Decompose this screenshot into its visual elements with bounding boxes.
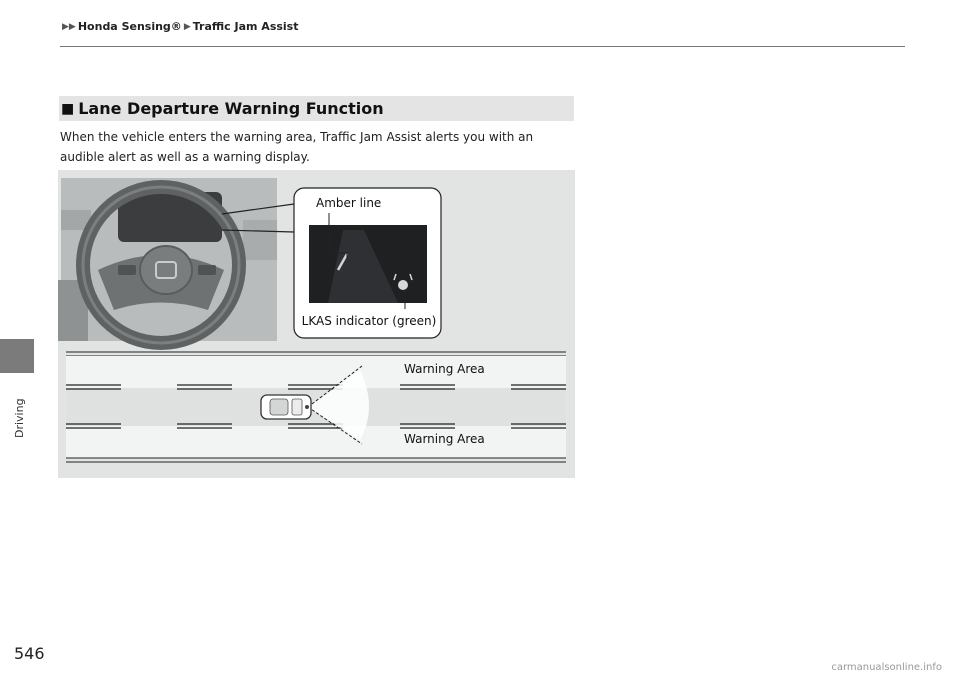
breadcrumb-item-honda-sensing[interactable]: Honda Sensing® (77, 20, 182, 33)
header-divider (60, 46, 905, 47)
car-icon (261, 395, 311, 419)
section-title: Lane Departure Warning Function (78, 99, 384, 118)
breadcrumb (62, 20, 299, 33)
lkas-indicator-icon (398, 280, 408, 290)
breadcrumb-item-traffic-jam-assist[interactable]: Traffic Jam Assist (192, 20, 299, 33)
arrow-right-icon: ▶ (183, 21, 191, 32)
lkas-indicator-label: LKAS indicator (green) (301, 314, 437, 328)
footer-watermark: carmanualsonline.info (831, 662, 942, 673)
body-paragraph: When the vehicle enters the warning area, Traffic Jam Assist alerts you with an audible alert as well as a warning display. (60, 130, 534, 164)
page-number: 546 (14, 644, 45, 663)
arrow-right-icon: ▶▶ (62, 21, 76, 32)
warning-area-top-label: Warning Area (404, 362, 485, 376)
amber-line-label: Amber line (316, 196, 382, 210)
side-tab-marker (0, 339, 34, 373)
section-heading (59, 96, 574, 121)
illustration (58, 170, 575, 478)
side-tab-label: Driving (13, 398, 26, 438)
warning-area-bottom-label: Warning Area (404, 432, 485, 446)
square-bullet-icon: ■ (61, 100, 75, 117)
